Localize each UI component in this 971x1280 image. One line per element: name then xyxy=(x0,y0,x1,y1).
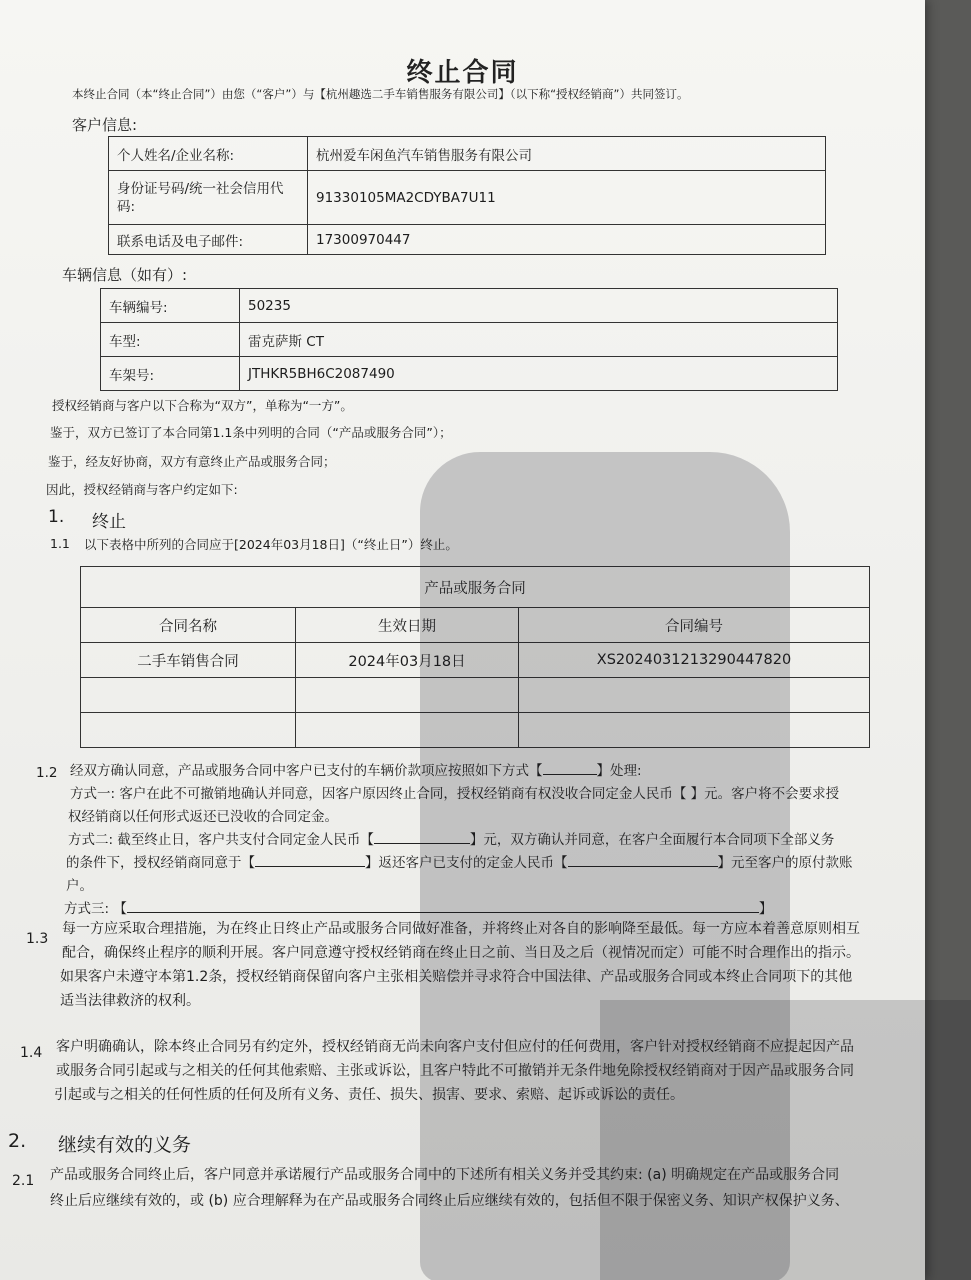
section-2-number: 2. xyxy=(8,1130,27,1152)
row-effective-date: 2024年03月18日 xyxy=(296,643,519,678)
clause-1-2-intro: 经双方确认同意，产品或服务合同中客户已支付的车辆价款项应按照如下方式【 】处理: xyxy=(70,763,642,779)
clause-2-1-number: 2.1 xyxy=(12,1173,35,1189)
clause-2-1-line-1: 产品或服务合同终止后，客户同意并承诺履行产品或服务合同中的下述所有相关义务并受其约束: (a) 明确规定在产品或服务合同 xyxy=(50,1167,840,1183)
table-row-empty xyxy=(81,678,870,713)
row-contract-number: XS2024031213290447820 xyxy=(519,643,870,678)
header-effective-date: 生效日期 xyxy=(296,608,519,643)
option-3-blank xyxy=(127,900,759,913)
document-title: 终止合同 xyxy=(406,58,519,88)
clause-1-2-option-2-line-2: 的条件下，授权经销商同意于【 】返还客户已支付的定金人民币【 】元至客户的原付款账 xyxy=(66,855,853,871)
clause-1-2-option-3: 方式三: 【 】 xyxy=(64,901,773,917)
customer-name-value: 杭州爱车闲鱼汽车销售服务有限公司 xyxy=(308,137,826,171)
contract-table-caption-row xyxy=(81,567,870,608)
therefore-paragraph: 因此，授权经销商与客户约定如下: xyxy=(46,482,238,497)
clause-1-2-option-1-line-1: 方式一: 客户在此不可撤销地确认并同意，因客户原因终止合同，授权经销商有权没收合同定金人民币【 】元。客户将不会要求授 xyxy=(70,786,840,802)
vehicle-row-number xyxy=(101,289,838,323)
vehicle-info-heading: 车辆信息（如有）: xyxy=(62,266,188,284)
vehicle-number-label: 车辆编号: xyxy=(101,289,240,323)
vehicle-vin-value: JTHKR5BH6C2087490 xyxy=(240,357,838,391)
header-contract-number: 合同编号 xyxy=(519,608,870,643)
customer-name-label: 个人姓名/企业名称: xyxy=(109,137,308,171)
customer-id-value: 91330105MA2CDYBA7U11 xyxy=(308,171,826,225)
clause-2-1-line-2: 终止后应继续有效的，或 (b) 应合理解释为在产品或服务合同终止后应继续有效的，包括但不限于保密义务、知识产权保护义务、 xyxy=(50,1193,849,1209)
clause-1-2-number: 1.2 xyxy=(36,765,58,781)
method-blank xyxy=(543,762,597,775)
vehicle-number-value: 50235 xyxy=(240,289,838,323)
customer-id-label: 身份证号码/统一社会信用代码: xyxy=(109,171,308,225)
clause-1-3-line-3: 如果客户未遵守本第1.2条，授权经销商保留向客户主张相关赔偿并寻求符合中国法律、产品或服务合同或本终止合同项下的其他 xyxy=(60,969,853,985)
vehicle-model-value: 雷克萨斯 CT xyxy=(240,323,838,357)
table-row-empty xyxy=(81,713,870,748)
clause-1-4-line-2: 或服务合同引起或与之相关的任何其他索赔、主张或诉讼，且客户特此不可撤销并无条件地免除授权经销商对于因产品或服务合同 xyxy=(56,1063,854,1079)
customer-info-heading: 客户信息: xyxy=(72,116,138,134)
clause-1-3-line-4: 适当法律救济的权利。 xyxy=(60,993,200,1009)
contract-table-header-row xyxy=(81,608,870,643)
clause-1-2-option-2-line-3: 户。 xyxy=(66,878,93,894)
refund-amount-blank xyxy=(568,854,718,867)
vehicle-row-vin xyxy=(101,357,838,391)
section-2-title: 继续有效的义务 xyxy=(58,1134,192,1156)
intro-paragraph: 本终止合同（本“终止合同”）由您（“客户”）与【杭州趣选二手车销售服务有限公司】（以下称“授权经销商”）共同签订。 xyxy=(72,87,689,101)
clause-1-4-line-1: 客户明确确认，除本终止合同另有约定外，授权经销商无尚未向客户支付但应付的任何费用，客户针对授权经销商不应提起因产品 xyxy=(56,1039,854,1055)
table-row xyxy=(81,643,870,678)
customer-contact-label: 联系电话及电子邮件: xyxy=(109,225,308,255)
contract-table xyxy=(80,566,870,748)
whereas-2-paragraph: 鉴于，经友好协商，双方有意终止产品或服务合同； xyxy=(48,454,336,469)
customer-contact-value: 17300970447 xyxy=(308,225,826,255)
clause-1-2-option-2-line-1: 方式二: 截至终止日，客户共支付合同定金人民币【 】元，双方确认并同意，在客户全面履行本合同项下全部义务 xyxy=(68,832,835,848)
vehicle-vin-label: 车架号: xyxy=(101,357,240,391)
customer-row-id xyxy=(109,171,826,225)
customer-row-name xyxy=(109,137,826,171)
vehicle-model-label: 车型: xyxy=(101,323,240,357)
parties-paragraph: 授权经销商与客户以下合称为“双方”，单称为“一方”。 xyxy=(52,398,353,413)
clause-1-3-number: 1.3 xyxy=(26,931,49,947)
clause-1-3-line-2: 配合，确保终止程序的顺利开展。客户同意遵守授权经销商在终止日之前、当日及之后（视情况而定）可能不时合理作出的指示。 xyxy=(62,945,860,961)
section-1-number: 1. xyxy=(48,507,65,527)
header-contract-name: 合同名称 xyxy=(81,608,296,643)
customer-row-contact xyxy=(109,225,826,255)
contract-table-caption: 产品或服务合同 xyxy=(81,567,870,608)
clause-1-4-number: 1.4 xyxy=(20,1045,43,1061)
deposit-amount-blank xyxy=(374,831,470,844)
section-1-title: 终止 xyxy=(92,512,126,532)
clause-1-1-text: 以下表格中所列的合同应于[2024年03月18日]（“终止日”）终止。 xyxy=(84,537,458,552)
whereas-1-paragraph: 鉴于，双方已签订了本合同第1.1条中列明的合同（“产品或服务合同”）； xyxy=(50,425,452,440)
refund-date-blank xyxy=(255,854,365,867)
clause-1-3-line-1: 每一方应采取合理措施，为在终止日终止产品或服务合同做好准备，并将终止对各自的影响降至最低。每一方应本着善意原则相互 xyxy=(62,921,860,937)
customer-info-table xyxy=(108,136,826,255)
clause-1-4-line-3: 引起或与之相关的任何性质的任何及所有义务、责任、损失、损害、要求、索赔、起诉或诉讼的责任。 xyxy=(54,1087,684,1103)
clause-1-2-option-1-line-2: 权经销商以任何形式返还已没收的合同定金。 xyxy=(68,809,338,825)
vehicle-row-model xyxy=(101,323,838,357)
clause-1-1-number: 1.1 xyxy=(50,536,70,551)
row-contract-name: 二手车销售合同 xyxy=(81,643,296,678)
vehicle-info-table xyxy=(100,288,838,391)
